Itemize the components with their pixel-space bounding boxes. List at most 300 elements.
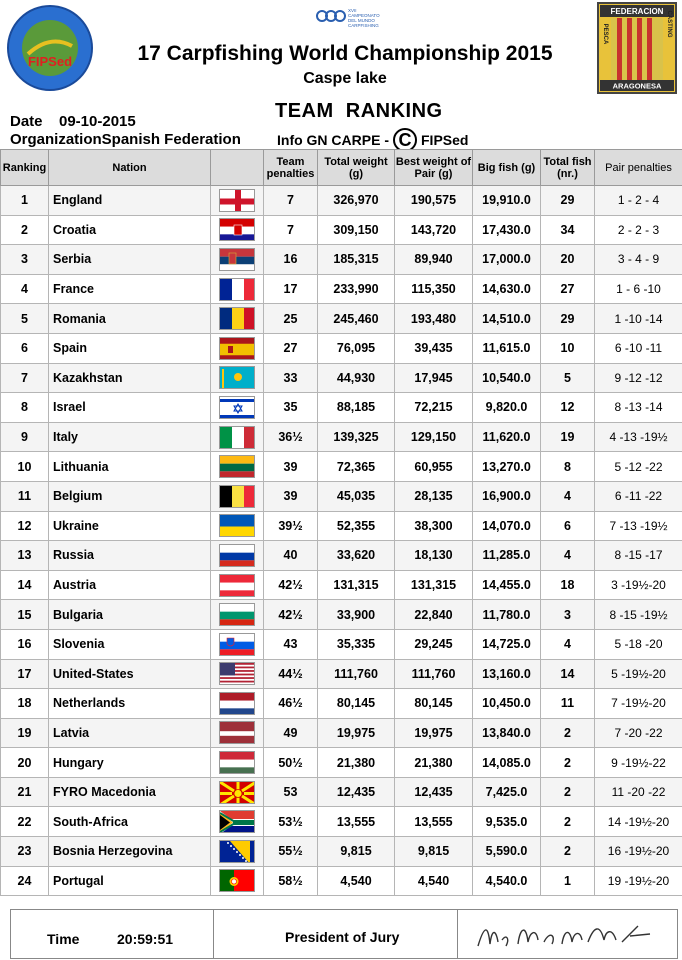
col-pair-penalties: Pair penalties (595, 150, 682, 186)
cell-pair-penalties: 7 -19½-20 (595, 689, 682, 719)
cell-team-penalties: 27 (264, 333, 318, 363)
cell-team-penalties: 39 (264, 452, 318, 482)
cell-rank: 21 (1, 777, 49, 807)
cell-nation: Bosnia Herzegovina (49, 837, 211, 867)
cell-rank: 20 (1, 748, 49, 778)
organization-value: Spanish Federation (101, 131, 241, 148)
cell-total-weight: 139,325 (318, 422, 395, 452)
cell-total-fish: 6 (541, 511, 595, 541)
table-row (1, 718, 682, 748)
cell-big-fish: 5,590.0 (473, 837, 541, 867)
cell-flag (211, 748, 264, 778)
cell-team-penalties: 58½ (264, 866, 318, 896)
cell-team-penalties: 40 (264, 541, 318, 571)
cell-total-fish: 8 (541, 452, 595, 482)
cell-big-fish: 9,820.0 (473, 393, 541, 423)
cell-rank: 17 (1, 659, 49, 689)
cell-best-weight-pair: 13,555 (395, 807, 473, 837)
cell-rank: 11 (1, 481, 49, 511)
cell-big-fish: 10,540.0 (473, 363, 541, 393)
cell-pair-penalties: 2 - 2 - 3 (595, 215, 682, 245)
romania-flag-icon (219, 307, 255, 330)
macedonia-flag-icon (219, 781, 255, 804)
portugal-flag-icon (219, 869, 255, 892)
cell-total-fish: 1 (541, 866, 595, 896)
organization-label: Organization (10, 131, 102, 148)
cell-total-weight: 233,990 (318, 274, 395, 304)
cell-flag (211, 600, 264, 630)
cell-pair-penalties: 19 -19½-20 (595, 866, 682, 896)
hungary-flag-icon (219, 751, 255, 774)
cell-team-penalties: 17 (264, 274, 318, 304)
cell-team-penalties: 42½ (264, 600, 318, 630)
cell-best-weight-pair: 38,300 (395, 511, 473, 541)
cell-total-fish: 4 (541, 629, 595, 659)
cell-flag (211, 422, 264, 452)
cell-nation: United-States (49, 659, 211, 689)
table-row (1, 274, 682, 304)
signature (466, 916, 676, 956)
cell-flag (211, 363, 264, 393)
cell-big-fish: 14,510.0 (473, 304, 541, 334)
cell-total-weight: 72,365 (318, 452, 395, 482)
cell-team-penalties: 16 (264, 245, 318, 275)
cell-rank: 6 (1, 333, 49, 363)
france-flag-icon (219, 278, 255, 301)
time-label: Time (47, 931, 80, 947)
col-total-fish: Total fish (nr.) (541, 150, 595, 186)
table-row (1, 452, 682, 482)
cell-rank: 19 (1, 718, 49, 748)
cell-total-fish: 2 (541, 748, 595, 778)
cell-nation: Croatia (49, 215, 211, 245)
svg-text:FIPSed: FIPSed (27, 54, 73, 69)
cell-pair-penalties: 8 -15 -17 (595, 541, 682, 571)
cell-total-fish: 27 (541, 274, 595, 304)
cell-best-weight-pair: 21,380 (395, 748, 473, 778)
cell-flag (211, 186, 264, 216)
table-row (1, 304, 682, 334)
table-row (1, 629, 682, 659)
cell-flag (211, 452, 264, 482)
cell-rank: 15 (1, 600, 49, 630)
table-row (1, 186, 682, 216)
cell-rank: 8 (1, 393, 49, 423)
cell-pair-penalties: 9 -12 -12 (595, 363, 682, 393)
table-row (1, 511, 682, 541)
cell-total-fish: 4 (541, 541, 595, 571)
cell-rank: 10 (1, 452, 49, 482)
cell-total-weight: 326,970 (318, 186, 395, 216)
cell-team-penalties: 33 (264, 363, 318, 393)
cell-best-weight-pair: 89,940 (395, 245, 473, 275)
spain-flag-icon (219, 337, 255, 360)
cell-big-fish: 16,900.0 (473, 481, 541, 511)
col-team-penalties: Team penalties (264, 150, 318, 186)
cell-nation: FYRO Macedonia (49, 777, 211, 807)
cell-flag (211, 245, 264, 275)
usa-flag-icon (219, 662, 255, 685)
cell-best-weight-pair: 18,130 (395, 541, 473, 571)
cell-nation: Spain (49, 333, 211, 363)
date-row (10, 113, 136, 130)
cell-best-weight-pair: 131,315 (395, 570, 473, 600)
cell-total-weight: 9,815 (318, 837, 395, 867)
cell-nation: Slovenia (49, 629, 211, 659)
col-big-fish: Big fish (g) (473, 150, 541, 186)
cell-big-fish: 11,780.0 (473, 600, 541, 630)
cell-best-weight-pair: 72,215 (395, 393, 473, 423)
cell-pair-penalties: 4 -13 -19½ (595, 422, 682, 452)
cell-pair-penalties: 5 -19½-20 (595, 659, 682, 689)
croatia-flag-icon (219, 218, 255, 241)
cell-flag (211, 866, 264, 896)
cell-nation: Latvia (49, 718, 211, 748)
cell-flag (211, 807, 264, 837)
cell-flag (211, 215, 264, 245)
svg-text:DEL MUNDO: DEL MUNDO (348, 18, 375, 23)
cell-total-weight: 52,355 (318, 511, 395, 541)
cell-nation: Italy (49, 422, 211, 452)
cell-flag (211, 837, 264, 867)
cell-flag (211, 481, 264, 511)
svg-text:FEDERACION: FEDERACION (610, 7, 664, 16)
col-flag (211, 150, 264, 186)
table-row (1, 659, 682, 689)
cell-nation: England (49, 186, 211, 216)
federacion-aragonesa-logo (597, 2, 677, 94)
cell-total-fish: 2 (541, 837, 595, 867)
footer (10, 909, 678, 959)
cell-pair-penalties: 3 - 4 - 9 (595, 245, 682, 275)
fipsed-logo (6, 4, 94, 92)
cell-big-fish: 13,160.0 (473, 659, 541, 689)
cell-big-fish: 11,285.0 (473, 541, 541, 571)
cell-team-penalties: 42½ (264, 570, 318, 600)
cell-big-fish: 14,725.0 (473, 629, 541, 659)
table-row (1, 807, 682, 837)
col-best-weight-pair: Best weight of Pair (g) (395, 150, 473, 186)
cell-team-penalties: 49 (264, 718, 318, 748)
cell-big-fish: 10,450.0 (473, 689, 541, 719)
table-row (1, 393, 682, 423)
cell-big-fish: 17,430.0 (473, 215, 541, 245)
cell-big-fish: 14,085.0 (473, 748, 541, 778)
cell-nation: Ukraine (49, 511, 211, 541)
cell-pair-penalties: 14 -19½-20 (595, 807, 682, 837)
cell-flag (211, 304, 264, 334)
cell-pair-penalties: 1 - 6 -10 (595, 274, 682, 304)
cell-total-fish: 2 (541, 777, 595, 807)
col-nation: Nation (49, 150, 211, 186)
col-ranking: Ranking (1, 150, 49, 186)
cell-nation: Israel (49, 393, 211, 423)
cell-flag (211, 659, 264, 689)
president-of-jury-label: President of Jury (285, 929, 400, 945)
cell-best-weight-pair: 143,720 (395, 215, 473, 245)
cell-rank: 7 (1, 363, 49, 393)
serbia-flag-icon (219, 248, 255, 271)
cell-pair-penalties: 1 -10 -14 (595, 304, 682, 334)
cell-best-weight-pair: 111,760 (395, 659, 473, 689)
cell-big-fish: 14,070.0 (473, 511, 541, 541)
cell-rank: 2 (1, 215, 49, 245)
cell-best-weight-pair: 193,480 (395, 304, 473, 334)
cell-flag (211, 570, 264, 600)
cell-pair-penalties: 16 -19½-20 (595, 837, 682, 867)
cell-rank: 4 (1, 274, 49, 304)
cell-team-penalties: 55½ (264, 837, 318, 867)
date-value: 09-10-2015 (59, 113, 136, 130)
cell-nation: Austria (49, 570, 211, 600)
cell-team-penalties: 25 (264, 304, 318, 334)
cell-total-fish: 3 (541, 600, 595, 630)
cell-total-fish: 4 (541, 481, 595, 511)
cell-team-penalties: 44½ (264, 659, 318, 689)
cell-pair-penalties: 1 - 2 - 4 (595, 186, 682, 216)
cell-team-penalties: 36½ (264, 422, 318, 452)
cell-nation: Kazakhstan (49, 363, 211, 393)
ukraine-flag-icon (219, 514, 255, 537)
cell-team-penalties: 53 (264, 777, 318, 807)
date-label: Date (10, 113, 43, 130)
cell-big-fish: 7,425.0 (473, 777, 541, 807)
cell-big-fish: 11,615.0 (473, 333, 541, 363)
cell-total-weight: 88,185 (318, 393, 395, 423)
cell-total-weight: 80,145 (318, 689, 395, 719)
cell-big-fish: 14,455.0 (473, 570, 541, 600)
cell-rank: 13 (1, 541, 49, 571)
time-value: 20:59:51 (117, 931, 174, 947)
cell-total-fish: 14 (541, 659, 595, 689)
cell-nation: South-Africa (49, 807, 211, 837)
cell-best-weight-pair: 190,575 (395, 186, 473, 216)
cell-flag (211, 541, 264, 571)
russia-flag-icon (219, 544, 255, 567)
cell-best-weight-pair: 80,145 (395, 689, 473, 719)
cell-pair-penalties: 5 -18 -20 (595, 629, 682, 659)
cell-flag (211, 777, 264, 807)
cell-total-weight: 12,435 (318, 777, 395, 807)
svg-text:CASTING: CASTING (666, 10, 672, 38)
footer-divider (457, 910, 458, 958)
cell-rank: 22 (1, 807, 49, 837)
cell-team-penalties: 53½ (264, 807, 318, 837)
table-row (1, 748, 682, 778)
cell-best-weight-pair: 12,435 (395, 777, 473, 807)
page-title: 17 Carpfishing World Championship 2015 (137, 42, 553, 65)
cell-pair-penalties: 5 -12 -22 (595, 452, 682, 482)
cell-big-fish: 4,540.0 (473, 866, 541, 896)
cell-best-weight-pair: 22,840 (395, 600, 473, 630)
cell-pair-penalties: 7 -20 -22 (595, 718, 682, 748)
bulgaria-flag-icon (219, 603, 255, 626)
cell-total-fish: 11 (541, 689, 595, 719)
cell-team-penalties: 43 (264, 629, 318, 659)
cell-nation: France (49, 274, 211, 304)
cell-flag (211, 629, 264, 659)
cell-team-penalties: 35 (264, 393, 318, 423)
page-subtitle: Caspe lake (303, 70, 387, 87)
cell-total-fish: 18 (541, 570, 595, 600)
footer-divider (213, 910, 214, 958)
table-row (1, 837, 682, 867)
cell-big-fish: 19,910.0 (473, 186, 541, 216)
championship-logo (310, 6, 390, 32)
england-flag-icon (219, 189, 255, 212)
table-row (1, 422, 682, 452)
info-value: FIPSed (421, 132, 469, 148)
cell-total-weight: 33,900 (318, 600, 395, 630)
cell-team-penalties: 7 (264, 186, 318, 216)
cell-team-penalties: 7 (264, 215, 318, 245)
team-ranking-table (0, 149, 682, 896)
cell-total-fish: 29 (541, 186, 595, 216)
cell-total-fish: 10 (541, 333, 595, 363)
cell-nation: Hungary (49, 748, 211, 778)
cell-total-weight: 185,315 (318, 245, 395, 275)
netherlands-flag-icon (219, 692, 255, 715)
cell-pair-penalties: 7 -13 -19½ (595, 511, 682, 541)
cell-total-weight: 13,555 (318, 807, 395, 837)
cell-team-penalties: 46½ (264, 689, 318, 719)
cell-flag (211, 718, 264, 748)
section-title: TEAM RANKING (275, 100, 443, 122)
cell-flag (211, 689, 264, 719)
cell-total-fish: 2 (541, 718, 595, 748)
slovenia-flag-icon (219, 633, 255, 656)
cell-rank: 9 (1, 422, 49, 452)
table-row (1, 363, 682, 393)
cell-nation: Romania (49, 304, 211, 334)
cell-total-weight: 245,460 (318, 304, 395, 334)
cell-big-fish: 17,000.0 (473, 245, 541, 275)
svg-text:XVII: XVII (348, 8, 357, 13)
cell-total-weight: 131,315 (318, 570, 395, 600)
cell-best-weight-pair: 19,975 (395, 718, 473, 748)
cell-flag (211, 333, 264, 363)
col-total-weight: Total weight (g) (318, 150, 395, 186)
cell-rank: 12 (1, 511, 49, 541)
cell-total-fish: 5 (541, 363, 595, 393)
cell-total-fish: 20 (541, 245, 595, 275)
bosnia-flag-icon (219, 840, 255, 863)
cell-total-weight: 19,975 (318, 718, 395, 748)
cell-nation: Serbia (49, 245, 211, 275)
cell-rank: 18 (1, 689, 49, 719)
cell-rank: 5 (1, 304, 49, 334)
cell-total-weight: 21,380 (318, 748, 395, 778)
table-row (1, 333, 682, 363)
svg-text:CAMPEONATO: CAMPEONATO (348, 13, 380, 18)
cell-big-fish: 13,270.0 (473, 452, 541, 482)
table-row (1, 245, 682, 275)
cell-best-weight-pair: 29,245 (395, 629, 473, 659)
cell-pair-penalties: 8 -13 -14 (595, 393, 682, 423)
cell-nation: Bulgaria (49, 600, 211, 630)
cell-best-weight-pair: 28,135 (395, 481, 473, 511)
cell-best-weight-pair: 9,815 (395, 837, 473, 867)
table-row (1, 215, 682, 245)
cell-big-fish: 14,630.0 (473, 274, 541, 304)
israel-flag-icon (219, 396, 255, 419)
cell-best-weight-pair: 129,150 (395, 422, 473, 452)
table-row (1, 689, 682, 719)
cell-rank: 23 (1, 837, 49, 867)
cell-total-weight: 44,930 (318, 363, 395, 393)
table-row (1, 570, 682, 600)
table-row (1, 541, 682, 571)
table-row (1, 866, 682, 896)
cell-total-weight: 45,035 (318, 481, 395, 511)
cell-nation: Netherlands (49, 689, 211, 719)
italy-flag-icon (219, 426, 255, 449)
cell-total-weight: 35,335 (318, 629, 395, 659)
cell-big-fish: 11,620.0 (473, 422, 541, 452)
table-row (1, 777, 682, 807)
cell-nation: Belgium (49, 481, 211, 511)
latvia-flag-icon (219, 721, 255, 744)
cell-total-weight: 33,620 (318, 541, 395, 571)
cell-pair-penalties: 6 -11 -22 (595, 481, 682, 511)
cell-total-fish: 19 (541, 422, 595, 452)
cell-total-fish: 12 (541, 393, 595, 423)
table-row (1, 600, 682, 630)
cell-flag (211, 393, 264, 423)
cell-rank: 16 (1, 629, 49, 659)
table-row (1, 481, 682, 511)
cell-rank: 14 (1, 570, 49, 600)
cell-best-weight-pair: 4,540 (395, 866, 473, 896)
cell-total-fish: 29 (541, 304, 595, 334)
cell-total-weight: 76,095 (318, 333, 395, 363)
cell-total-fish: 2 (541, 807, 595, 837)
kazakhstan-flag-icon (219, 366, 255, 389)
cell-rank: 1 (1, 186, 49, 216)
copyright-icon: C (393, 128, 417, 152)
svg-text:CARPFISHING: CARPFISHING (348, 23, 379, 28)
cell-big-fish: 13,840.0 (473, 718, 541, 748)
cell-best-weight-pair: 115,350 (395, 274, 473, 304)
svg-text:ARAGONESA: ARAGONESA (612, 81, 662, 91)
lithuania-flag-icon (219, 455, 255, 478)
cell-team-penalties: 50½ (264, 748, 318, 778)
cell-best-weight-pair: 17,945 (395, 363, 473, 393)
cell-best-weight-pair: 39,435 (395, 333, 473, 363)
cell-pair-penalties: 11 -20 -22 (595, 777, 682, 807)
cell-flag (211, 274, 264, 304)
cell-total-weight: 309,150 (318, 215, 395, 245)
cell-team-penalties: 39½ (264, 511, 318, 541)
cell-pair-penalties: 3 -19½-20 (595, 570, 682, 600)
table-header-row (1, 150, 682, 186)
southafrica-flag-icon (219, 810, 255, 833)
cell-best-weight-pair: 60,955 (395, 452, 473, 482)
cell-rank: 24 (1, 866, 49, 896)
svg-text:PESCA: PESCA (602, 23, 608, 45)
cell-total-weight: 4,540 (318, 866, 395, 896)
cell-rank: 3 (1, 245, 49, 275)
cell-big-fish: 9,535.0 (473, 807, 541, 837)
cell-total-fish: 34 (541, 215, 595, 245)
austria-flag-icon (219, 574, 255, 597)
cell-team-penalties: 39 (264, 481, 318, 511)
cell-pair-penalties: 8 -15 -19½ (595, 600, 682, 630)
cell-flag (211, 511, 264, 541)
cell-total-weight: 111,760 (318, 659, 395, 689)
cell-pair-penalties: 6 -10 -11 (595, 333, 682, 363)
organization-row (10, 131, 241, 148)
